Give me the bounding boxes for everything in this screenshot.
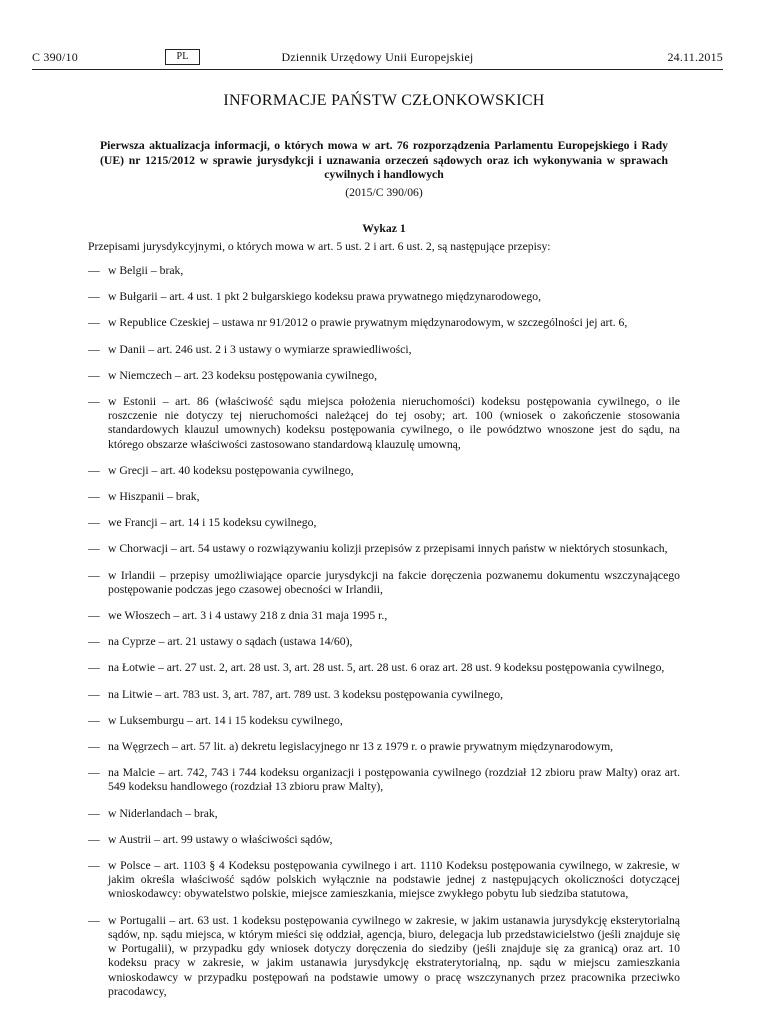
list-item-text: w Danii – art. 246 ust. 2 i 3 ustawy o wymiarze sprawiedliwości,: [108, 342, 412, 356]
dash-bullet: —: [88, 490, 100, 504]
header-rule: [32, 69, 723, 70]
list-item-text: na Malcie – art. 742, 743 i 744 kodeksu organizacji i postępowania cywilnego (rozdział 12 zbioru praw Malty) oraz art. 549 kodeksu handlowego (rozdział 13 zbioru praw Malty),: [108, 766, 680, 794]
list-item: [88, 859, 680, 902]
document-title: Pierwsza aktualizacja informacji, o których mowa w art. 76 rozporządzenia Parlamentu Europejskiego i Rady (UE) nr 1215/2012 w sprawie jurysdykcji i uznawania orzeczeń sądowych oraz ich wykonywania w sprawach cywilnych i handlowych: [100, 139, 668, 181]
list-item: [88, 661, 680, 675]
list-item-text: we Francji – art. 14 i 15 kodeksu cywilnego,: [108, 516, 317, 530]
list-title: Wykaz 1: [362, 222, 406, 235]
list-item: [88, 516, 680, 530]
dash-bullet: —: [88, 568, 100, 582]
issue-date: 24.11.2015: [667, 50, 723, 64]
list-item-text: w Bułgarii – art. 4 ust. 1 pkt 2 bułgarskiego kodeksu prawa prywatnego międzynarodowego,: [108, 290, 541, 304]
list-item: [88, 635, 680, 649]
list-item-text: na Łotwie – art. 27 ust. 2, art. 28 ust. 3, art. 28 ust. 5, art. 28 ust. 6 oraz art. 28 ust. 9 kodeksu postępowania cywilnego,: [108, 661, 665, 675]
dash-bullet: —: [88, 463, 100, 477]
dash-bullet: —: [88, 609, 100, 623]
list-item: [88, 290, 680, 304]
list-item-text: na Węgrzech – art. 57 lit. a) dekretu legislacyjnego nr 13 z 1979 r. o prawie prywatnym międzynarodowym,: [108, 740, 614, 754]
dash-bullet: —: [88, 368, 100, 382]
language-badge: PL: [165, 49, 200, 65]
list-item-text: w Hiszpanii – brak,: [108, 490, 200, 504]
list-item-text: w Grecji – art. 40 kodeksu postępowania cywilnego,: [108, 463, 354, 477]
list-item-text: w Niderlandach – brak,: [108, 806, 218, 820]
list-item: [88, 490, 680, 504]
section-title: INFORMACJE PAŃSTW CZŁONKOWSKICH: [223, 92, 545, 109]
intro-paragraph: Przepisami jurysdykcyjnymi, o których mowa w art. 5 ust. 2 i art. 6 ust. 2, są następujące przepisy:: [88, 240, 551, 253]
list-item: [88, 914, 680, 999]
list-item: [88, 714, 680, 728]
list-item-text: w Irlandii – przepisy umożliwiające oparcie jurysdykcji na fakcie doręczenia pozwanemu dokumentu wszczynającego postępowanie podczas jego czasowej obecności w Irlandii,: [108, 568, 680, 596]
dash-bullet: —: [88, 766, 100, 780]
list-item-text: w Polsce – art. 1103 § 4 Kodeksu postępowania cywilnego i art. 1110 Kodeksu postępowania cywilnego, w zakresie, w jakim określa właściwość sądów polskich wyłącznie na podstawie jednej z następujących okoliczności dotyczącej wnioskodawcy: obywatelstwo polskie, miejsce zamieszkania, miejsce zwykłego pobytu lub siedziba statutowa,: [108, 859, 680, 901]
list-item: [88, 688, 680, 702]
dash-bullet: —: [88, 832, 100, 846]
dash-bullet: —: [88, 859, 100, 873]
list-item: [88, 569, 680, 597]
dash-bullet: —: [88, 913, 100, 927]
document-reference: (2015/C 390/06): [345, 186, 423, 199]
provisions-list: [88, 264, 680, 1011]
list-item-text: na Cyprze – art. 21 ustawy o sądach (ustawa 14/60),: [108, 635, 353, 649]
dash-bullet: —: [88, 661, 100, 675]
list-item-text: w Republice Czeskiej – ustawa nr 91/2012 o prawie prywatnym międzynarodowym, w szczególności jej art. 6,: [108, 316, 628, 330]
journal-title: Dziennik Urzędowy Unii Europejskiej: [281, 50, 474, 64]
dash-bullet: —: [88, 290, 100, 304]
list-item: [88, 464, 680, 478]
list-item: [88, 766, 680, 794]
list-item: [88, 343, 680, 357]
dash-bullet: —: [88, 516, 100, 530]
list-item: [88, 609, 680, 623]
list-item: [88, 264, 680, 278]
list-item-text: w Portugalii – art. 63 ust. 1 kodeksu postępowania cywilnego w zakresie, w jakim ustanawia jurysdykcję eksterytorialną sądów, np. sądu miejsca, w którym mieści się oddział, agencja, biuro, delegacja lub przedstawicielstwo (jeśli znajduje się w Portugalii), w przypadku gdy wniosek dotyczy doręczenia do siedziby (jeśli znajduje się za granicą) oraz art. 10 kodeksu pracy w zakresie, w jakim ustanawia jurysdykcję ekstraterytorialną, np. sądu w miejscu zamieszkania wnioskodawcy w przypadku postępowań na podstawie umowy o pracę wszczynanych przez pracownika przeciwko pracodawcy,: [108, 913, 680, 998]
list-item-text: w Austrii – art. 99 ustawy o właściwości sądów,: [108, 832, 333, 846]
list-item: [88, 740, 680, 754]
issue-number: C 390/10: [32, 50, 78, 64]
list-item-text: w Belgii – brak,: [108, 264, 184, 277]
dash-bullet: —: [88, 395, 100, 409]
list-item: [88, 395, 680, 452]
list-item-text: we Włoszech – art. 3 i 4 ustawy 218 z dnia 31 maja 1995 r.,: [108, 609, 388, 623]
list-item: [88, 807, 680, 821]
dash-bullet: —: [88, 542, 100, 556]
dash-bullet: —: [88, 342, 100, 356]
dash-bullet: —: [88, 316, 100, 330]
list-item: [88, 542, 680, 556]
page-header: [32, 50, 723, 68]
list-item: [88, 369, 680, 383]
dash-bullet: —: [88, 806, 100, 820]
dash-bullet: —: [88, 687, 100, 701]
dash-bullet: —: [88, 740, 100, 754]
list-item-text: w Luksemburgu – art. 14 i 15 kodeksu cywilnego,: [108, 713, 343, 727]
list-item-text: w Niemczech – art. 23 kodeksu postępowania cywilnego,: [108, 368, 378, 382]
list-item-text: na Litwie – art. 783 ust. 3, art. 787, art. 789 ust. 3 kodeksu postępowania cywilnego,: [108, 687, 504, 701]
dash-bullet: —: [88, 264, 100, 277]
dash-bullet: —: [88, 713, 100, 727]
dash-bullet: —: [88, 635, 100, 649]
list-item-text: w Estonii – art. 86 (właściwość sądu miejsca położenia nieruchomości) kodeksu postępowania cywilnego, o ile roszczenie nie dotyczy tej nieruchomości należącej do tej osoby; art. 100 (wniosek o zakończenie stosowania standardowych klauzul umownych) kodeksu postępowania cywilnego, o ile powództwo wnoszone jest do sądu, na którego obszarze właściwości zastosowano standardową klauzulę umowną,: [108, 395, 680, 451]
list-item-text: w Chorwacji – art. 54 ustawy o rozwiązywaniu kolizji przepisów z przepisami innych państw w niektórych stosunkach,: [108, 542, 668, 556]
list-item: [88, 833, 680, 847]
list-item: [88, 316, 680, 330]
